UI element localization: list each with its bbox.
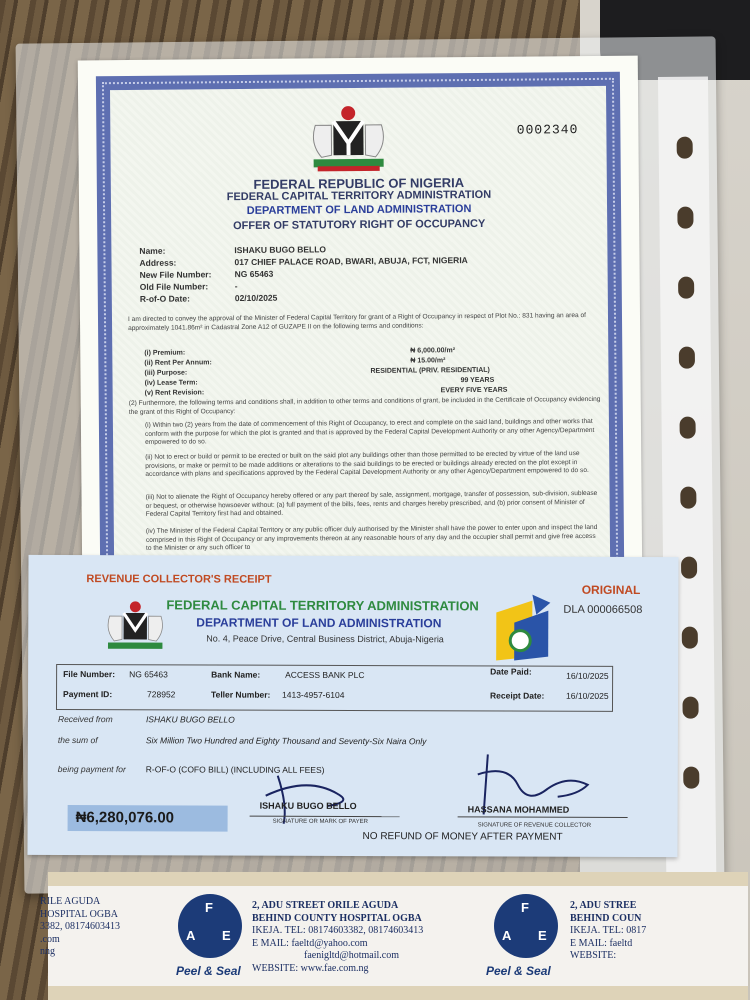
- punch-hole: [678, 277, 694, 299]
- tape-text-left: RILE AGUDA HOSPITAL OGBA 3382, 08174603413 .com nng: [40, 896, 120, 957]
- field-new-file: New File Number: NG 65463: [139, 268, 274, 280]
- date-paid-value: 16/10/2025: [566, 670, 609, 681]
- teller-number-label: Teller Number:: [211, 689, 271, 700]
- term-label: (iv) Lease Term:: [144, 379, 198, 387]
- term-label: (v) Rent Revision:: [144, 389, 205, 397]
- receipt-dla-number: DLA 000066508: [563, 603, 643, 617]
- intro-paragraph: I am directed to convey the approval of the Minister of Federal Capital Territory for grant of a Right of Occupancy in respect of Plot No.: 831 having an area of approximately 1041.86m² in Cadastral Zone A12 of GUZAPE II on the following terms and conditions:: [127, 312, 587, 332]
- receipt-date-value: 16/10/2025: [566, 690, 609, 701]
- collector-caption: SIGNATURE OF REVENUE COLLECTOR: [477, 822, 592, 829]
- receipt-title: REVENUE COLLECTOR'S RECEIPT: [86, 573, 272, 586]
- payment-id-label: Payment ID:: [63, 688, 113, 700]
- receipt-dept-heading: DEPARTMENT OF LAND ADMINISTRATION: [196, 615, 442, 631]
- field-name: Name: ISHAKU BUGO BELLO: [139, 244, 327, 256]
- term-value: RESIDENTIAL (PRIV. RESIDENTIAL): [370, 366, 490, 375]
- nigeria-coat-of-arms-icon: [303, 103, 394, 174]
- revenue-collector-receipt: [27, 555, 678, 857]
- peel-and-seal-tape: [40, 886, 748, 986]
- received-from-value: ISHAKU BUGO BELLO: [145, 714, 235, 725]
- nigeria-coat-of-arms-icon: [100, 595, 170, 657]
- sum-of-value: Six Million Two Hundred and Eighty Thousand and Seventy-Six Naira Only: [145, 735, 427, 747]
- certificate-serial: 0002340: [516, 122, 579, 138]
- bank-name-label: Bank Name:: [211, 669, 261, 680]
- tape-text-right: 2, ADU STREE BEHIND COUN IKEJA. TEL: 0817 E MAIL: faeltd WEBSITE:: [570, 900, 647, 961]
- term-label: (ii) Rent Per Annum:: [144, 359, 212, 367]
- tape-text-center: 2, ADU STREET ORILE AGUDA BEHIND COUNTY HOSPITAL OGBA IKEJA. TEL: 08174603382, 08174603413 E MAIL: faeltd@yahoo.com faenigltd@hotmail.com WEBSITE: www.fae.com.ng: [252, 900, 424, 974]
- fcda-logo-icon: [492, 592, 552, 664]
- clause-3: (iii) Not to alienate the Right of Occupancy hereby offered or any part thereof by sale, assignment, mortgage, transfer of possession, sub-division, sublease or bequest, or otherwise howsoever without: (a) full payment of the bills, fees, rents and charges hereby prescribed, and (b) prior consent of Minister of Federal Capital Territory first had and obtained.: [145, 489, 598, 519]
- receipt-date-label: Receipt Date:: [490, 690, 545, 701]
- receipt-original-label: ORIGINAL: [581, 582, 641, 598]
- punch-hole: [680, 487, 696, 509]
- payer-caption: SIGNATURE OR MARK OF PAYER: [272, 818, 368, 826]
- punch-hole: [681, 557, 697, 579]
- clause-1: (i) Within two (2) years from the date of commencement of this Right of Occupancy, to erect and complete on the said land, buildings and other works that conform with the purpose for which the plot is granted and that is approved by the Federal Capital Development Authority or any other Agency/Department empowered to do so.: [144, 417, 595, 447]
- fae-logo-icon: F A E: [178, 894, 242, 958]
- term-label: (i) Premium:: [144, 349, 186, 357]
- punch-hole: [680, 417, 696, 439]
- punch-hole: [682, 697, 698, 719]
- receipt-admin-heading: FEDERAL CAPITAL TERRITORY ADMINISTRATION: [166, 597, 479, 614]
- term-value: ₦ 6,000.00/m²: [410, 347, 456, 355]
- term-value: 99 YEARS: [460, 376, 495, 385]
- punch-hole: [682, 627, 698, 649]
- sum-of-label: the sum of: [57, 734, 98, 746]
- term-value: EVERY FIVE YEARS: [440, 386, 508, 395]
- clause-4: (iv) The Minister of the Federal Capital Territory or any public officer duly authorised by the Minister shall have the power to enter upon and inspect the land comprised in this Right of Occupancy or any improvements thereon at any reasonable hours of any day and the occupier shall permit and give free access to the Minister or any such officer to: [145, 523, 598, 553]
- amount-box: ₦6,280,076.00: [68, 805, 228, 832]
- bank-name-value: ACCESS BANK PLC: [285, 669, 365, 681]
- receipt-details-box: [56, 664, 613, 712]
- no-refund-notice: NO REFUND OF MONEY AFTER PAYMENT: [362, 831, 563, 843]
- payment-id-value: 728952: [147, 689, 176, 700]
- field-rofo-date: R-of-O Date: 02/10/2025: [139, 292, 278, 304]
- punch-hole: [677, 137, 693, 159]
- punch-hole: [677, 207, 693, 229]
- receipt-address: No. 4, Peace Drive, Central Business District, Abuja-Nigeria: [206, 633, 444, 645]
- heading-country: FEDERAL REPUBLIC OF NIGERIA: [253, 175, 465, 192]
- heading-admin: FEDERAL CAPITAL TERRITORY ADMINISTRATION: [226, 188, 492, 204]
- brand-label: Peel & Seal: [176, 964, 241, 978]
- field-old-file: Old File Number: -: [139, 281, 238, 292]
- field-address: Address: 017 CHIEF PALACE ROAD, BWARI, ABUJA, FCT, NIGERIA: [139, 255, 468, 268]
- heading-dept: DEPARTMENT OF LAND ADMINISTRATION: [246, 203, 472, 217]
- collector-name: HASSANA MOHAMMED: [467, 804, 570, 815]
- paragraph-2: (2) Furthermore, the following terms and conditions shall, in addition to other terms and conditions of grant, be included in the Certificate of Occupancy evidencing the grant of this Right of Occupancy:: [128, 395, 601, 416]
- envelope: [40, 872, 748, 1000]
- date-paid-label: Date Paid:: [490, 666, 532, 677]
- payer-name: ISHAKU BUGO BELLO: [259, 800, 357, 812]
- brand-label: Peel & Seal: [486, 964, 551, 978]
- fae-logo-icon: F A E: [494, 894, 558, 958]
- received-from-label: Received from: [57, 713, 113, 725]
- teller-number-value: 1413-4957-6104: [282, 689, 345, 700]
- right-of-occupancy-certificate: [78, 56, 643, 581]
- term-value: ₦ 15.00/m²: [410, 357, 446, 365]
- being-payment-label: being payment for: [57, 763, 126, 775]
- punch-hole: [683, 767, 699, 789]
- file-number-label: File Number:: [63, 668, 116, 680]
- file-number-value: NG 65463: [129, 669, 168, 680]
- heading-doc: OFFER OF STATUTORY RIGHT OF OCCUPANCY: [233, 217, 486, 233]
- being-payment-value: R-OF-O (COFO BILL) (INCLUDING ALL FEES): [145, 764, 325, 775]
- term-label: (iii) Purpose:: [144, 369, 188, 377]
- punch-hole: [679, 347, 695, 369]
- clause-2: (ii) Not to erect or build or permit to be erected or built on the said plot any buildings other than those permitted to be erected by virtue of the land use provisions, or make or permit to be made additions or alterations to the said buildings to be erected or buildings already erected on the plot except in accordance with plans and specifications approved by the Federal Capital Development Authority or any other Agency/Department empowered to do so.: [145, 450, 589, 479]
